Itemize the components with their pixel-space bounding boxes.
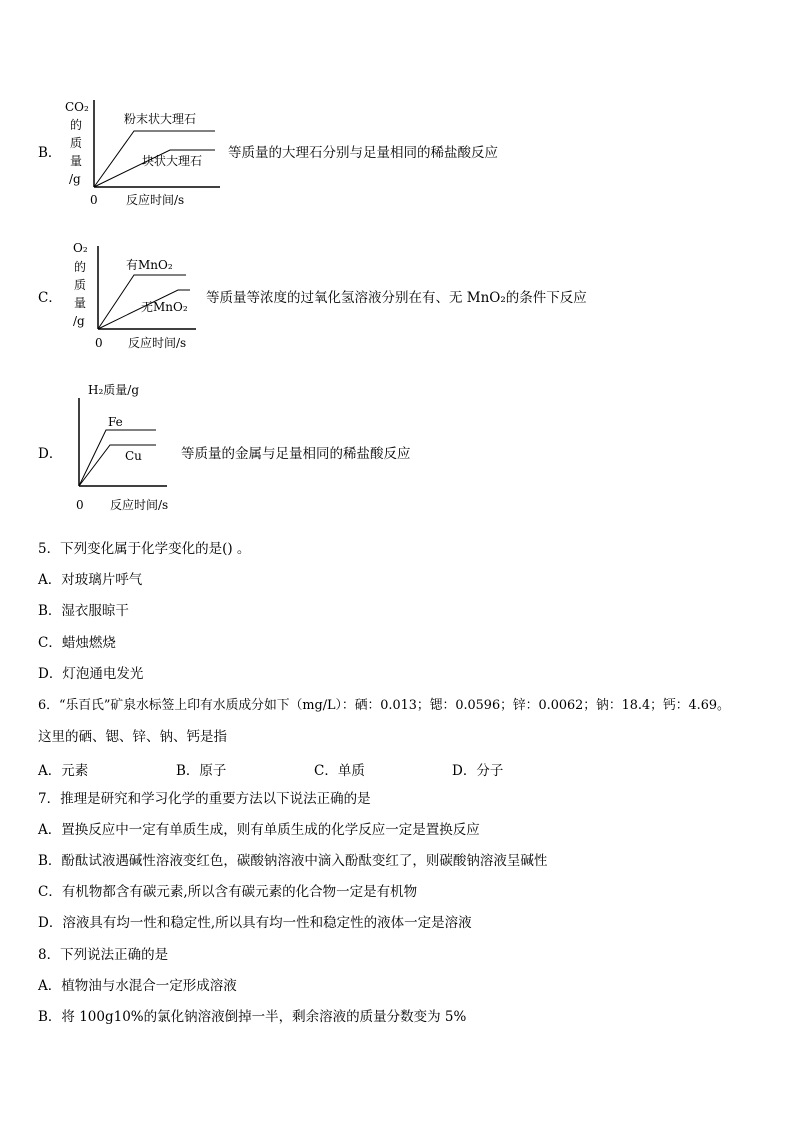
graph-d-origin: 0 bbox=[76, 498, 84, 512]
q8-option-a: A．植物油与水混合一定形成溶液 bbox=[38, 978, 237, 994]
graph-c-ylabel-1: O₂ bbox=[73, 241, 88, 255]
option-d-letter: D． bbox=[38, 446, 63, 462]
graph-b-ylabel-1: CO₂ bbox=[65, 100, 89, 114]
graph-c-ylabel-3: 质 bbox=[74, 278, 87, 292]
graph-c-label-bottom: 无MnO₂ bbox=[141, 300, 188, 314]
graph-b-ylabel-2: 的 bbox=[70, 118, 83, 132]
q6-option-b: B．原子 bbox=[176, 763, 227, 779]
graph-c-label-top: 有MnO₂ bbox=[126, 258, 173, 272]
graph-b-ylabel-3: 质 bbox=[70, 136, 83, 150]
q7-option-b: B．酚酞试液遇碱性溶液变红色，碳酸钠溶液中滴入酚酞变红了，则碳酸钠溶液呈碱性 bbox=[38, 853, 548, 869]
q6-stem: 6．“乐百氏”矿泉水标签上印有水质成分如下（mg/L）：硒：0.013；锶：0.0596；锌：0.0062；钠：18.4；钙：4.69。 bbox=[38, 698, 730, 713]
graph-b-label-bottom: 块状大理石 bbox=[142, 154, 203, 168]
q5-stem: 5．下列变化属于化学变化的是() 。 bbox=[38, 541, 251, 557]
option-b-letter: B． bbox=[38, 145, 62, 161]
q6-option-c: C．单质 bbox=[314, 763, 365, 779]
q8-option-b: B．将 100g10%的氯化钠溶液倒掉一半，剩余溶液的质量分数变为 5% bbox=[38, 1009, 467, 1025]
graph-c-svg bbox=[68, 238, 218, 352]
graph-b-ylabel-5: /g bbox=[69, 172, 81, 186]
graph-c-ylabel-4: 量 bbox=[74, 296, 87, 310]
graph-b-xlabel: 反应时间/s bbox=[126, 193, 185, 207]
q6-option-d: D．分子 bbox=[452, 763, 504, 779]
q5-option-a: A．对玻璃片呼气 bbox=[38, 572, 143, 588]
q7-option-c: C．有机物都含有碳元素,所以含有碳元素的化合物一定是有机物 bbox=[38, 884, 418, 900]
graph-c-origin: 0 bbox=[95, 336, 103, 350]
option-c-letter: C． bbox=[38, 290, 62, 306]
q8-stem: 8．下列说法正确的是 bbox=[38, 947, 169, 963]
graph-c-ylabel-2: 的 bbox=[74, 260, 87, 274]
q6-stem-continued: 这里的硒、锶、锌、钠、钙是指 bbox=[38, 729, 227, 745]
graph-c-description: 等质量等浓度的过氧化氢溶液分别在有、无 MnO₂的条件下反应 bbox=[206, 290, 587, 306]
graph-c-ylabel-5: /g bbox=[73, 314, 85, 328]
graph-c bbox=[68, 238, 218, 352]
graph-d-label-top: Fe bbox=[108, 415, 123, 429]
q6-option-a: A．元素 bbox=[38, 763, 89, 779]
graph-d-curve-bottom bbox=[79, 445, 156, 486]
q7-stem: 7．推理是研究和学习化学的重要方法以下说法正确的是 bbox=[38, 791, 371, 807]
graph-b-description: 等质量的大理石分别与足量相同的稀盐酸反应 bbox=[228, 145, 498, 161]
graph-d-xlabel: 反应时间/s bbox=[110, 498, 169, 512]
graph-b-origin: 0 bbox=[90, 193, 98, 207]
graph-d-label-bottom: Cu bbox=[125, 449, 142, 463]
graph-c-xlabel: 反应时间/s bbox=[128, 336, 187, 350]
q7-option-d: D．溶液具有均一性和稳定性,所以具有均一性和稳定性的液体一定是溶液 bbox=[38, 915, 472, 931]
q5-option-c: C．蜡烛燃烧 bbox=[38, 635, 116, 651]
graph-d-ylabel: H₂质量/g bbox=[88, 383, 140, 397]
graph-b-svg bbox=[60, 98, 230, 208]
q7-option-a: A．置换反应中一定有单质生成，则有单质生成的化学反应一定是置换反应 bbox=[38, 822, 480, 838]
graph-b-ylabel-4: 量 bbox=[70, 154, 83, 168]
q5-option-b: B．湿衣服晾干 bbox=[38, 603, 129, 619]
graph-d-description: 等质量的金属与足量相同的稀盐酸反应 bbox=[181, 446, 411, 462]
graph-d-curve-top bbox=[79, 430, 156, 486]
q5-option-d: D．灯泡通电发光 bbox=[38, 666, 144, 682]
graph-b-label-top: 粉末状大理石 bbox=[124, 112, 197, 126]
graph-b bbox=[60, 98, 230, 208]
